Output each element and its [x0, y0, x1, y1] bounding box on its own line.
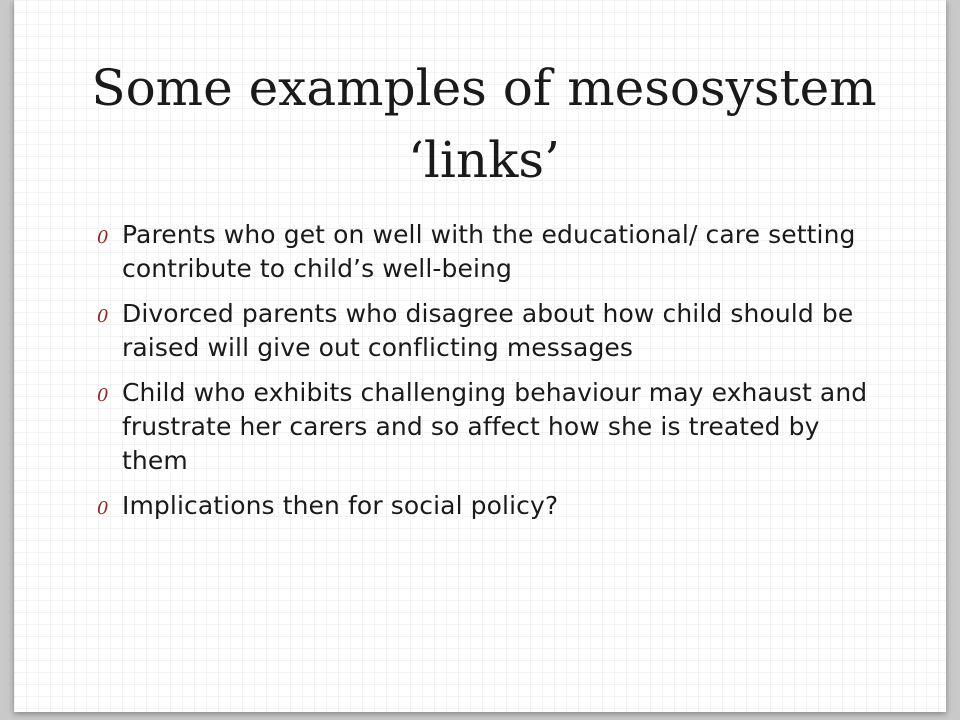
bullet-text: Divorced parents who disagree about how child should be raised will give out conflicting messages — [122, 299, 854, 362]
bullet-item — [86, 297, 886, 365]
bullet-item — [86, 376, 886, 478]
bullet-marker: 0 — [97, 498, 109, 519]
bullet-list — [86, 218, 886, 534]
bullet-text: Child who exhibits challenging behaviour may exhaust and frustrate her carers and so affect how she is treated by them — [122, 378, 868, 475]
bullet-item — [86, 489, 886, 523]
slide-title: Some examples of mesosystem ‘links’ — [91, 59, 877, 189]
bullet-marker: 0 — [97, 227, 109, 248]
bullet-marker: 0 — [97, 306, 109, 327]
slide — [14, 0, 946, 712]
bullet-item — [86, 218, 886, 286]
bullet-marker: 0 — [97, 385, 109, 406]
bullet-text: Parents who get on well with the educational/ care setting contribute to child’s well-being — [122, 220, 856, 283]
bullet-text: Implications then for social policy? — [122, 491, 559, 520]
